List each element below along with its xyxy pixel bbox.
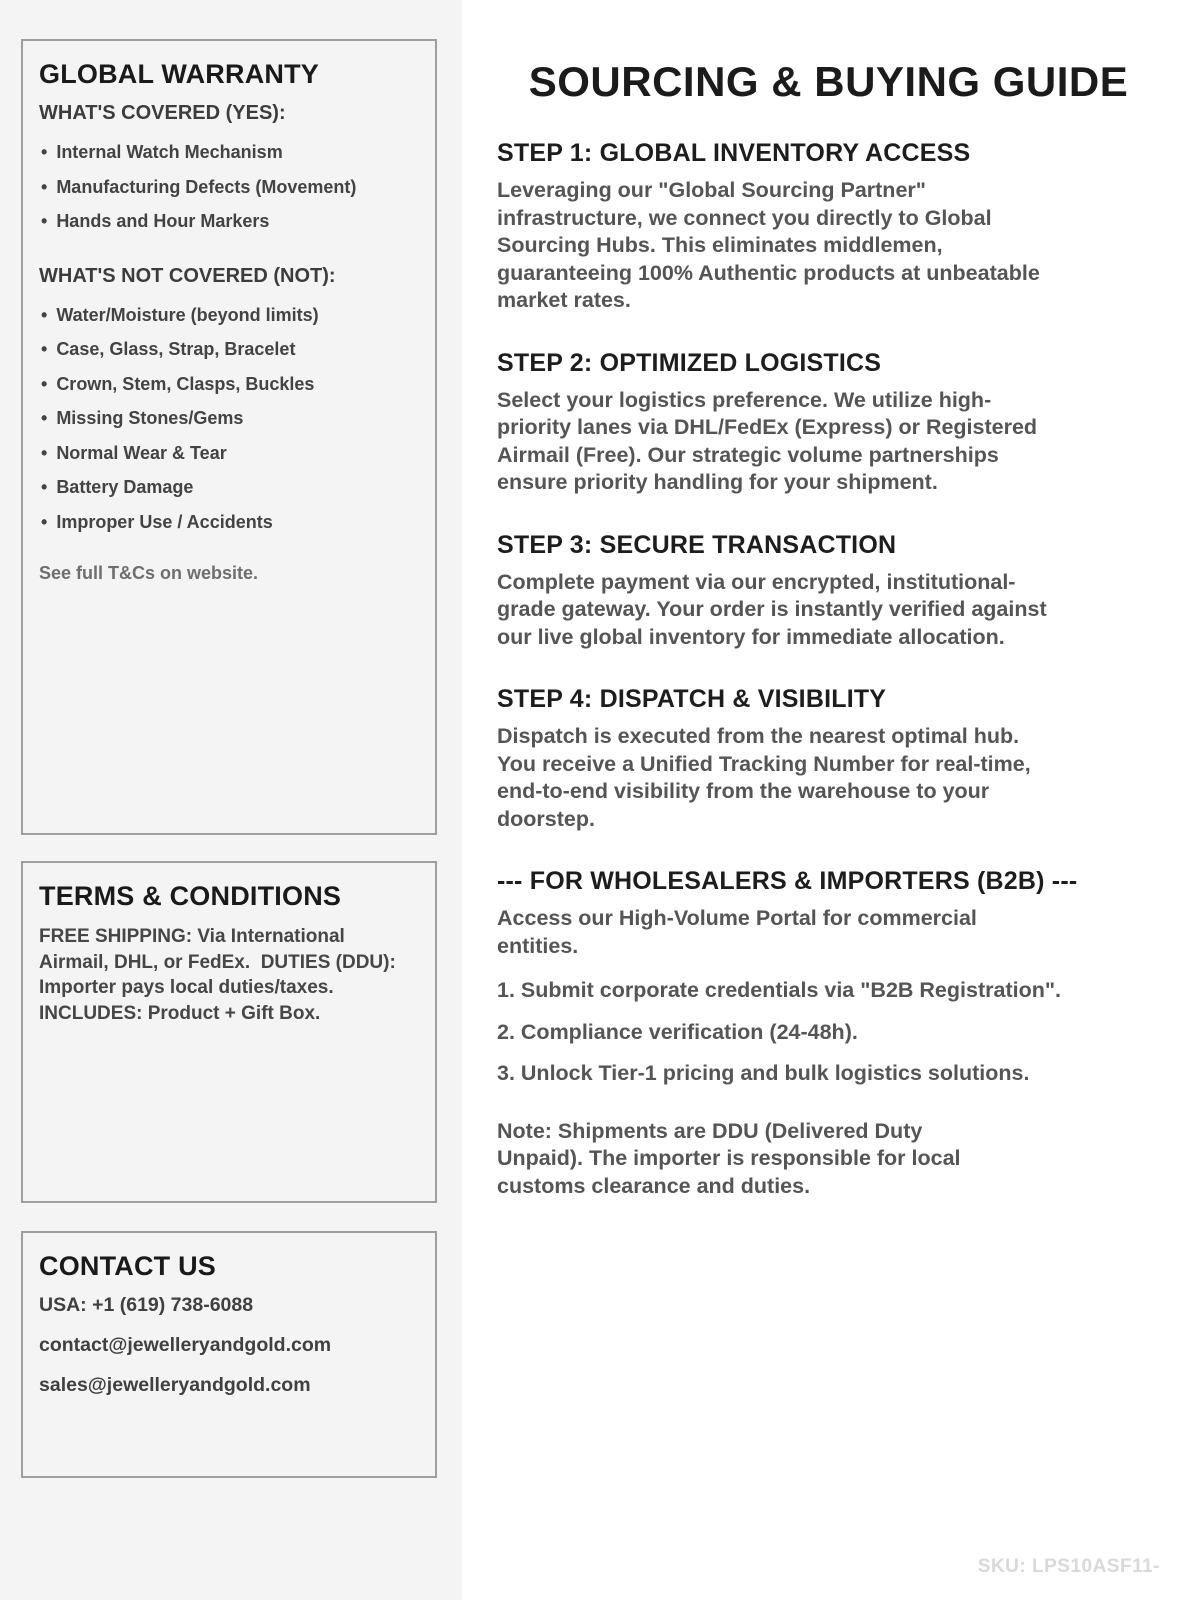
list-item: • Battery Damage — [39, 470, 419, 505]
not-covered-heading: WHAT'S NOT COVERED (NOT): — [39, 264, 336, 287]
terms-panel — [21, 861, 437, 1203]
b2b-item-1: 1. Submit corporate credentials via "B2B Registration". — [497, 978, 1062, 1002]
step-2-section — [497, 349, 1160, 497]
step-2-body: Select your logistics preference. We utilize high-priority lanes via DHL/FedEx (Express) or Registered Airmail (Free). Our strategic volume partnerships ensure priority handling for your shipment. — [497, 387, 1043, 494]
b2b-item-3: 3. Unlock Tier-1 pricing and bulk logistics solutions. — [497, 1061, 1030, 1085]
list-item: • Crown, Stem, Clasps, Buckles — [39, 367, 419, 402]
terms-body: FREE SHIPPING: Via International Airmail, DHL, or FedEx. DUTIES (DDU): Importer pays local duties/taxes. INCLUDES: Product + Gift Box. — [39, 926, 402, 1024]
covered-heading: WHAT'S COVERED (YES): — [39, 102, 286, 124]
step-4-section — [497, 685, 1160, 833]
warranty-title: GLOBAL WARRANTY — [39, 59, 319, 89]
terms-title: TERMS & CONDITIONS — [39, 881, 342, 911]
contact-title: CONTACT US — [39, 1251, 216, 1281]
step-4-body: Dispatch is executed from the nearest optimal hub. You receive a Unified Tracking Number for real-time, end-to-end visibility from the warehouse to your doorstep. — [497, 724, 1037, 831]
step-1-heading: STEP 1: GLOBAL INVENTORY ACCESS — [497, 139, 971, 167]
contact-email: contact@jewelleryandgold.com — [39, 1334, 332, 1356]
ddu-note: Note: Shipments are DDU (Delivered Duty Unpaid). The importer is responsible for local customs clearance and duties. — [497, 1118, 967, 1198]
step-3-body: Complete payment via our encrypted, institutional-grade gateway. Your order is instantly verified against our live global inventory for immediate allocation. — [497, 569, 1053, 649]
step-3-section — [497, 531, 1160, 652]
main-content — [462, 0, 1200, 1600]
contact-panel — [21, 1231, 437, 1478]
b2b-section — [497, 867, 1160, 1200]
list-item: • Water/Moisture (beyond limits) — [39, 298, 419, 333]
contact-phone: USA: +1 (619) 738-6088 — [39, 1294, 254, 1316]
list-item: • Hands and Hour Markers — [39, 204, 419, 239]
step-2-heading: STEP 2: OPTIMIZED LOGISTICS — [497, 348, 882, 377]
sku-label: SKU: LPS10ASF11- — [977, 1556, 1160, 1577]
b2b-item-2: 2. Compliance verification (24-48h). — [497, 1019, 858, 1044]
step-1-body: Leveraging our "Global Sourcing Partner" infrastructure, we connect you directly to Global Sourcing Hubs. This eliminates middlemen, guaranteeing 100% Authentic products at unbeatable market rates. — [497, 178, 1046, 312]
not-covered-list — [39, 298, 419, 540]
list-item: • Manufacturing Defects (Movement) — [39, 170, 419, 205]
sidebar — [0, 0, 462, 1600]
list-item: • Internal Watch Mechanism — [39, 135, 419, 170]
warranty-panel — [21, 39, 437, 835]
list-item: • Improper Use / Accidents — [39, 505, 419, 540]
list-item: • Normal Wear & Tear — [39, 436, 419, 471]
warranty-footnote: See full T&Cs on website. — [39, 563, 259, 583]
covered-list — [39, 135, 419, 239]
page-title: SOURCING & BUYING GUIDE — [528, 58, 1129, 105]
sales-email: sales@jewelleryandgold.com — [39, 1374, 311, 1396]
step-4-heading: STEP 4: DISPATCH & VISIBILITY — [497, 685, 887, 713]
b2b-heading: --- FOR WHOLESALERS & IMPORTERS (B2B) --- — [497, 867, 1078, 895]
step-1-section — [497, 139, 1160, 315]
list-item: • Case, Glass, Strap, Bracelet — [39, 332, 419, 367]
list-item: • Missing Stones/Gems — [39, 401, 419, 436]
b2b-intro: Access our High-Volume Portal for commercial entities. — [497, 906, 983, 958]
step-3-heading: STEP 3: SECURE TRANSACTION — [497, 530, 897, 559]
